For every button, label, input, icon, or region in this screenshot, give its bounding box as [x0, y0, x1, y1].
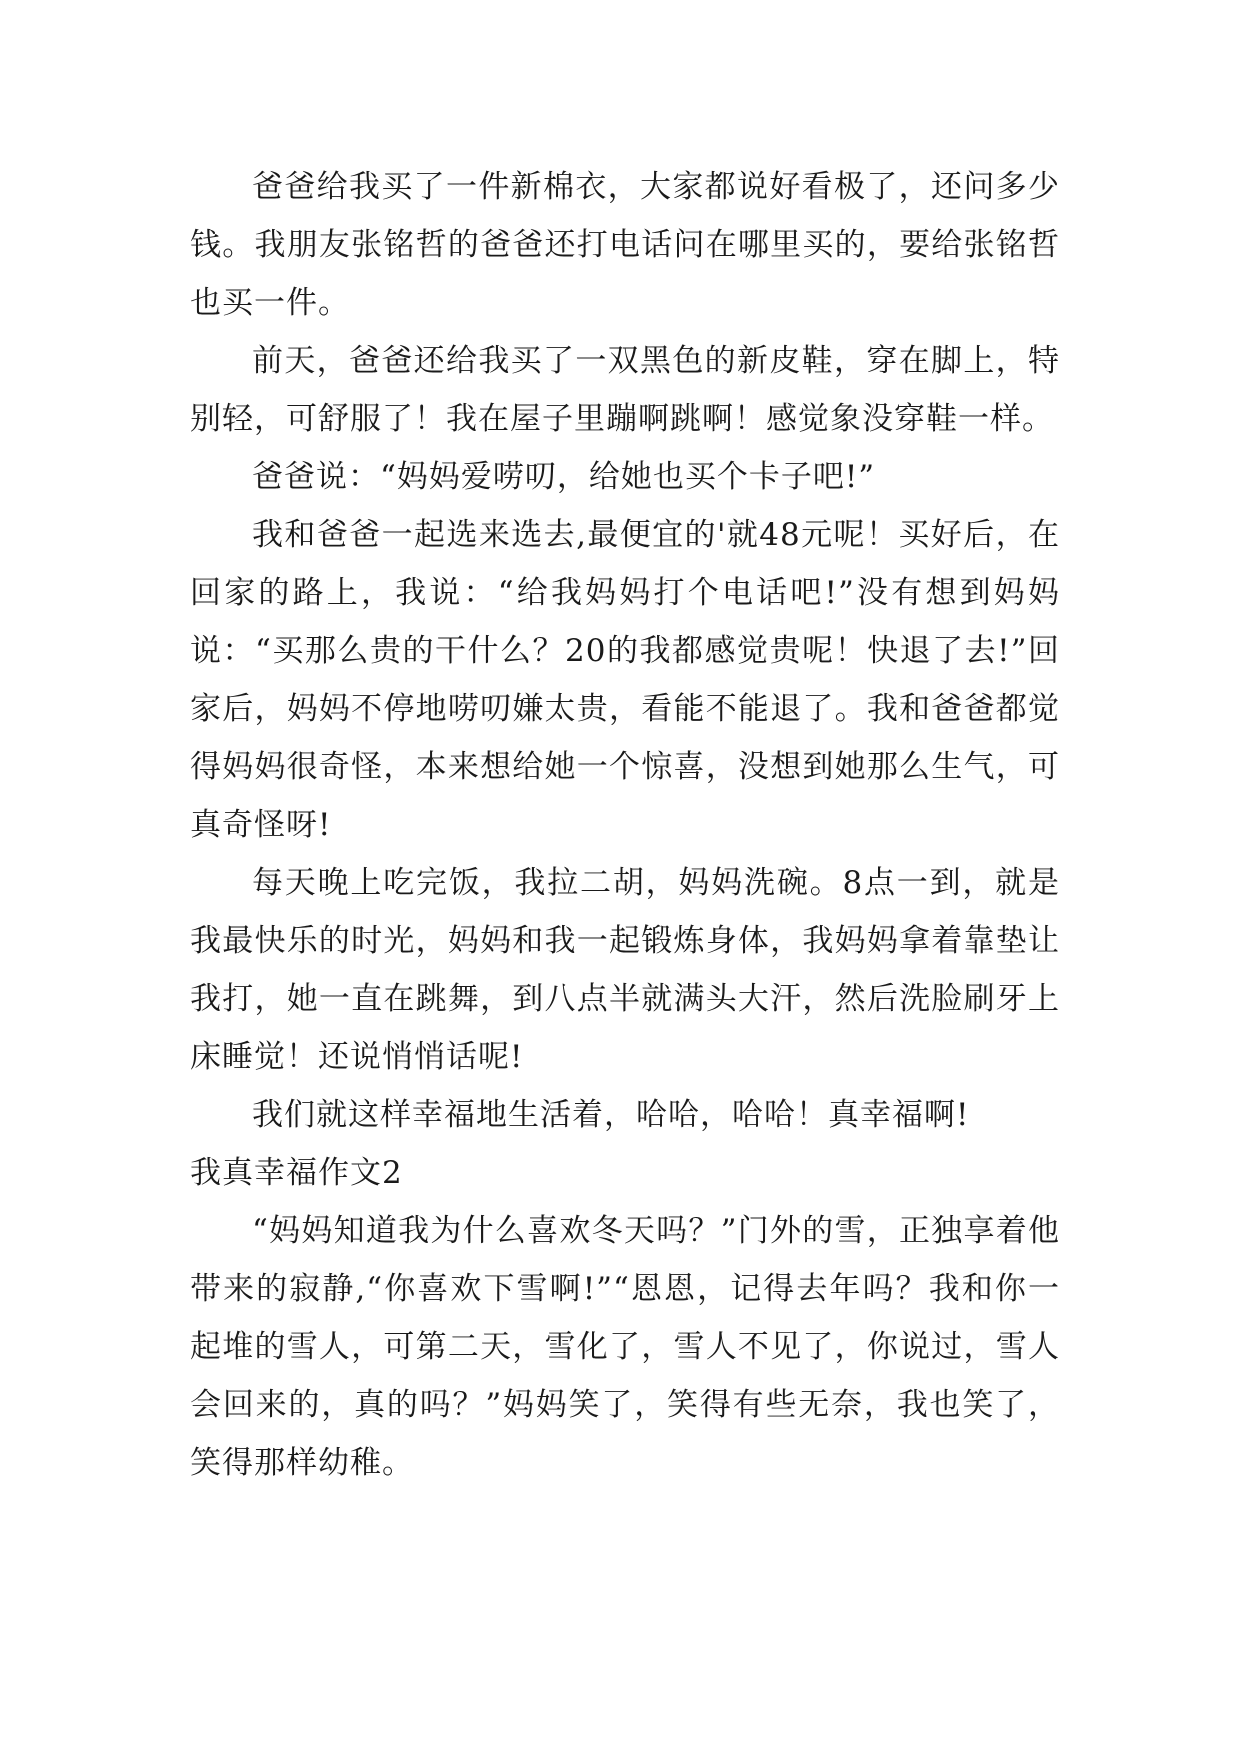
essay-body — [190, 158, 1060, 1492]
paragraph-evening: 每天晚上吃完饭，我拉二胡，妈妈洗碗。8点一到，就是我最快乐的时光，妈妈和我一起锻炼身体，我妈妈拿着靠垫让我打，她一直在跳舞，到八点半就满头大汗，然后洗脸刷牙上床睡觉！还说悄悄话呢! — [190, 865, 1060, 1075]
paragraph-happy-life: 我们就这样幸福地生活着，哈哈，哈哈！真幸福啊! — [252, 1097, 970, 1133]
paragraph-winter: “妈妈知道我为什么喜欢冬天吗？”门外的雪，正独享着他带来的寂静,“你喜欢下雪啊!”“恩恩，记得去年吗？我和你一起堆的雪人，可第二天，雪化了，雪人不见了，你说过，雪人会回来的，真的吗？”妈妈笑了，笑得有些无奈，我也笑了，笑得那样幼稚。 — [190, 1213, 1060, 1481]
paragraph-dad-says: 爸爸说：“妈妈爱唠叨，给她也买个卡子吧!” — [252, 459, 876, 495]
paragraph-hair-clip: 我和爸爸一起选来选去,最便宜的'就48元呢！买好后，在回家的路上，我说：“给我妈妈打个电话吧!”没有想到妈妈说：“买那么贵的干什么？20的我都感觉贵呢！快退了去!”回家后，妈妈不停地唠叨嫌太贵，看能不能退了。我和爸爸都觉得妈妈很奇怪，本来想给她一个惊喜，没想到她那么生气，可真奇怪呀! — [190, 517, 1060, 843]
paragraph-new-coat: 爸爸给我买了一件新棉衣，大家都说好看极了，还问多少钱。我朋友张铭哲的爸爸还打电话问在哪里买的，要给张铭哲也买一件。 — [190, 169, 1060, 321]
paragraph-new-shoes: 前天，爸爸还给我买了一双黑色的新皮鞋，穿在脚上，特别轻，可舒服了！我在屋子里蹦啊跳啊！感觉象没穿鞋一样。 — [190, 343, 1060, 437]
essay-heading: 我真幸福作文2 — [190, 1155, 403, 1191]
